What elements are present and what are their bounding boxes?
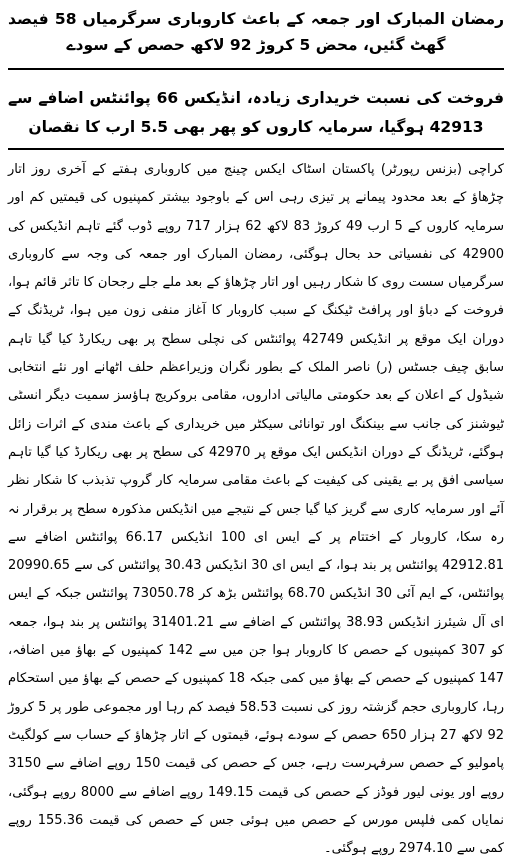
article-headline: رمضان المبارک اور جمعہ کے باعث کاروباری سرگرمیاں 58 فیصد گھٹ گئیں، محض 5 کروڑ 92 لاکھ حصص کے سودے — [8, 10, 504, 54]
headline-divider — [8, 68, 504, 70]
article-body: کراچی (بزنس رپورٹر) پاکستان اسٹاک ایکس چینج میں کاروباری ہفتے کے آخری روز اتار چڑھاؤ کے بعد محدود پیمانے پر تیزی رہی اس کے باوجود بیشتر کمپنیوں کی قیمتیں کم اور سرمایہ کاروں کے 5 ارب 49 کروڑ 83 لاکھ 62 ہزار 717 روپے ڈوب گئے تاہم انڈیکس کی 42900 کی نفسیاتی حد بحال ہوگئی، رمضان المبارک اور جمعہ کی وجہ سے کاروباری سرگرمیاں سست روی کا شکار رہیں اور اتار چڑھاؤ کے بعد ملے جلے رجحان کا تاثر قائم ہوا، فروخت کے دباؤ اور پرافٹ ٹیکنگ کے سبب کاروبار کا آغاز منفی زون میں ہوا، ٹریڈنگ کے دوران ایک موقع پر انڈیکس 42749 پوائنٹس کی نچلی سطح پر بھی ریکارڈ کیا گیا تاہم سابق چیف جسٹس (ر) ناصر الملک کے بطور نگران وزیراعظم حلف اٹھانے اور نئے انتخابی شیڈول کے اعلان کے بعد حکومتی مالیاتی اداروں، مقامی بروکریج ہاؤسز سمیت دیگر انسٹی ٹیوشنز کی جانب سے بینکنگ اور توانائی سیکٹر میں خریداری کے باعث مندی کے اثرات زائل ہوگئے، ٹریڈنگ کے دوران انڈیکس ایک موقع پر 42970 کی سطح پر بھی ریکارڈ کیا گیا تاہم سیاسی افق پر بے یقینی کی کیفیت کے باعث مقامی سرمایہ کار گروپ تذبذب کا شکار نظر آئے اور سرمایہ کاری سے گریز کیا گیا جس کے نتیجے میں انڈیکس مذکورہ سطح پر برقرار نہ رہ سکا، کاروبار کے اختتام پر کے ایس ای 100 انڈیکس 66.17 پوائنٹس اضافے سے 42912.81 پوائنٹس پر بند ہوا، کے ایس ای 30 انڈیکس 30.43 پوائنٹس کی سے 20990.65 پوائنٹس، کے ایم آئی 30 انڈیکس 68.70 پوائنٹس بڑھ کر 73050.78 پوائنٹس جبکہ کے ایس ای آل شیئرز انڈیکس 38.93 پوائنٹس کے اضافے سے 31401.21 پوائنٹس پر بند ہوا، جمعہ کو 307 کمپنیوں کے حصص کا کاروبار ہوا جن میں سے 142 کمپنیوں کے بھاؤ میں اضافہ، 147 کمپنیوں کے حصص کے بھاؤ میں کمی جبکہ 18 کمپنیوں کے حصص کے بھاؤ میں استحکام رہا، کاروباری حجم گزشتہ روز کی نسبت 58.53 فیصد کم رہا اور مجموعی طور پر 5 کروڑ 92 لاکھ 27 ہزار 650 حصص کے سودے ہوئے، قیمتوں کے اتار چڑھاؤ کے حساب سے کولگیٹ پامولیو کے حصص سرفہرست رہے، جس کے حصص کی قیمت 150 روپے اضافے سے 3150 روپے اور یونی لیور فوڈز کے حصص کی قیمت 149.15 روپے اضافے سے 8000 روپے ہوگئی، نمایاں کمی فلپس مورس کے حصص میں ہوئی جس کے حصص کی قیمت 155.36 روپے کمی سے 2974.10 روپے ہوگئی۔ — [8, 162, 505, 857]
subheadline-underline — [8, 148, 504, 150]
article-subheadline: فروخت کی نسبت خریداری زیادہ، انڈیکس 66 پوائنٹس اضافے سے 42913 ہوگیا، سرمایہ کاروں کو پھر بھی 5.5 ارب کا نقصان — [8, 89, 504, 136]
